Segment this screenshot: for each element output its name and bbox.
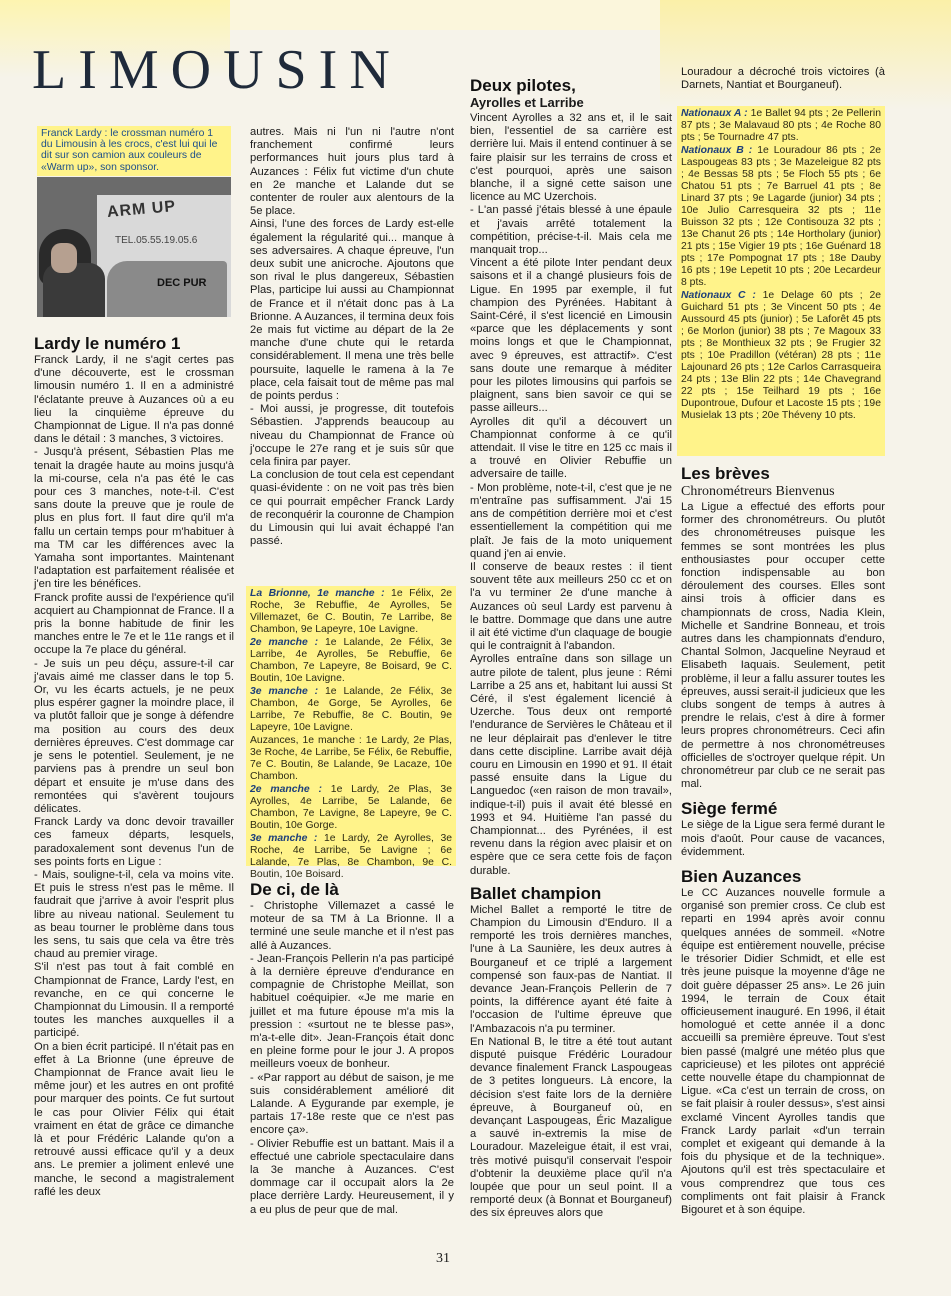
lardy-paragraph: - Jusqu'à présent, Sébastien Plas me tenait la dragée haute au moins jusqu'à la mi-course, cela n'a pas été le cas pour ces 3 manches, note-t-il. C'est sans doute la preuve que je roule de plus en plus fort. Il faut dire qu'il m'a fallu un certain temps pour m'habituer à ma TM car les différences avec la Yamaha sont importantes. Maintenant l'adaptation est parfaitement réalisée et j'en tire les bénéfices. xyxy=(34,446,234,591)
col4-intro: Louradour a décroché trois victoires (à Darnets, Nantiat et Bourganeuf). xyxy=(681,66,885,92)
col2-paragraph: - Moi aussi, je progresse, dit toutefois Sébastien. J'apprends beaucoup au niveau du Championnat de France où j'occupe le 27e rang et je suis sûr que cela finira par payer. xyxy=(250,403,454,469)
rider-photo xyxy=(37,177,231,317)
result-line: Nationaux A : 1e Ballet 94 pts ; 2e Pellerin 87 pts ; 3e Malavaud 80 pts ; 4e Roche 80 pts ; 5e Tournadre 47 pts. xyxy=(681,108,881,143)
column-4-bottom xyxy=(681,462,885,1217)
result-line: Auzances, 1e manche : 1e Lardy, 2e Plas, 3e Roche, 4e Larribe, 5e Félix, 6e Rebuffie, 7e C. Boutin, 8e Lalande, 9e Lacaze, 10e Chambon. xyxy=(250,735,452,782)
pilotes-heading: Deux pilotes, xyxy=(470,76,576,95)
motorbike xyxy=(107,261,227,317)
result-line: 2e manche : 1e Lardy, 2e Plas, 3e Ayrolles, 4e Larribe, 5e Lalande, 6e Chambon, 7e Lavigne, 8e Lapeyre, 9e C. Boutin, 10e Gorge. xyxy=(250,784,452,831)
siege-paragraph: Le siège de la Ligue sera fermé durant le mois d'août. Pour cause de vacances, évidemment. xyxy=(681,819,885,858)
result-line: 3e manche : 1e Lalande, 2e Félix, 3e Chambon, 4e Gorge, 5e Ayrolles, 6e Larribe, 7e Rebuffie, 8e C. Boutin, 9e Lapeyre, 10e Lavigne. xyxy=(250,686,452,733)
pilotes-paragraph: Ayrolles entraîne dans son sillage un autre pilote de talent, plus jeune : Rémi Larribe a 25 ans et, habitant lui aussi St Céré, il s'est également licencié à Uzerche. Tous deux ont remporté l'endurance de Servières le Château et il ne leur déplairait pas d'enlever le titre dans cette discipline. Larribe avait déjà couru en Limousin en 1990 et 91. Il était passé ensuite dans la Ligue du Languedoc («en raison de mon travail», indique-t-il) puis il avait été blessé en 1993 et 94. Huitième l'an passé du Championnat... des Pyrénées, il est revenu dans la région avec plaisir et on espère que ce sera cette fois de façon durable. xyxy=(470,653,672,877)
result-line: Nationaux C : 1e Delage 60 pts ; 2e Guichard 51 pts ; 3e Vincent 50 pts ; 4e Aussourd 45 pts (junior) ; 5e Laforêt 45 pts ; 6e Morlon (junior) 38 pts ; 7e Magoux 33 pts ; 8e Monthieux 32 pts ; 9e Frugier 32 pts ; 10e Pradillon (vétéran) 28 pts ; 11e Lajounard 26 pts ; 12e Carlos Carrasqueira 24 pts ; 13e Blin 22 pts ; 14e Chavegrand 22 pts ; 15e Teilhard 19 pts ; 16e Dupontroue, Dufour et Lacoste 15 pts ; 19e Musielak 13 pts ; 20e Théveny 10 pts. xyxy=(681,290,882,421)
column-4-top xyxy=(681,66,885,92)
result-line: 3e manche : 1e Lardy, 2e Ayrolles, 3e Roche, 4e Larribe, 5e Lavigne ; 6e Lalande, 7e Plas, 8e Chambon, 9e C. Boutin, 10e Boisard. xyxy=(250,833,452,880)
brionne-auzances-results xyxy=(246,586,456,880)
column-1 xyxy=(34,332,234,1199)
rider-face xyxy=(51,243,77,273)
lardy-paragraph: On a bien écrit participé. Il n'était pas en effet à La Brionne (une épreuve de Championnat de France avait lieu le même jour) et les autres en ont profité pour marquer des points. Ce fut surtout le cas pour Olivier Félix qui était vraiment en état de grâce ce dimanche là et pour Frédéric Lalande qu'on a retrouvé aussi efficace qu'il y a deux ans. Le premier a joliment enlevé une manche, le second a magistralement raflé les deux xyxy=(34,1040,234,1198)
ballet-paragraph: En National B, le titre a été tout autant disputé puisque Frédéric Louradour devance finalement Franck Laspougeas de 3 petites longueurs. Là encore, la décision s'est faite lors de la dernière épreuve, à Bourganeuf où, en devançant Laspougeas, Éric Mazaligue a sauvé in-extremis la mise de Louradour. Mazeleigue était, il est vrai, très motivé puisqu'il conservait l'espoir d'obtenir la deuxième place qu'il n'a loupée que pour un seul point. Il a remporté deux (à Bonnat et Bourganeuf) des six épreuves alors que xyxy=(470,1035,672,1220)
van-phone: TEL.05.55.19.05.6 xyxy=(115,235,198,246)
pilotes-paragraph: Ayrolles dit qu'il a découvert un Championnat conforme à ce qu'il attendait. Il vise le titre en 125 cc mais il a trouvé en Olivier Rebuffie un adversaire de taille. xyxy=(470,415,672,481)
rider-body xyxy=(43,263,105,317)
deci-paragraph: - «Par rapport au début de saison, je me suis considérablement amélioré dit Lalande. A Eygurande par exemple, je partais 17-18e reste que ce n'est pas encore ça». xyxy=(250,1071,454,1137)
breves-subheading: Chronométreurs Bienvenus xyxy=(681,484,835,499)
deci-paragraph: - Christophe Villemazet a cassé le moteur de sa TM à La Brionne. Il a terminé une seule manche et il n'est pas allé à Auzances. xyxy=(250,900,454,952)
pilotes-paragraph: Il conserve de beaux restes : il tient souvent tête aux meilleurs 250 cc et on l'a vu terminer 2e d'une manche à Auzances où seul Lardy est parvenu à le battre. Dommage que dans une autre il ait été victime d'un claquage de bougie qui le contraignit à l'abandon. xyxy=(470,560,672,653)
auzances-heading: Bien Auzances xyxy=(681,867,802,887)
pilotes-paragraph: - L'an passé j'étais blessé à une épaule et j'avais arrêté totalement la compétition, précise-t-il. Mais cela me manquait trop... xyxy=(470,204,672,257)
result-line: 2e manche : 1e Lalande, 2e Félix, 3e Larribe, 4e Ayrolles, 5e Rebuffie, 6e Chambon, 7e Lapeyre, 8e Boisard, 9e C. Boutin, 10e Lavigne. xyxy=(250,637,452,684)
yellow-gradient-right xyxy=(660,0,951,110)
breves-heading: Les brèves xyxy=(681,464,770,483)
lardy-paragraph: - Je suis un peu déçu, assure-t-il car j'avais aimé me classer dans le top 5. Or, vu les écarts actuels, je ne peux plus espérer gagner la moindre place, il va plutôt falloir que je songe à défendre ma position au cours des deux dernières épreuves. C'est dommage car je sens le potentiel. Seulement, je ne parviens pas à prendre un seul bon départ et ensuite je m'use dans des remontées qui s'avèrent toujours délicates. xyxy=(34,657,234,815)
section-title: LIMOUSIN xyxy=(32,39,402,101)
deci-paragraph: - Olivier Rebuffie est un battant. Mais il a effectué une cabriole spectaculaire dans la 3e manche à Auzances. C'est dommage car il occupait alors la 2e place derrière Lardy. Heureusement, il y a eu plus de peur que de mal. xyxy=(250,1137,454,1216)
auzances-paragraph: Le CC Auzances nouvelle formule a organisé son premier cross. Ce club est reparti en 1994 après avoir connu quelques années de sommeil. «Notre équipe est entièrement nouvelle, précise le trésorier Didier Schmidt, et elle est très jeune puisque la moyenne d'âge ne doit guère dépasser 25 ans». Le 26 juin 1994, le terrain de Coux était officieusement inauguré. En 1996, il était homologué et cette année il a donc accueilli sa première épreuve. Tout s'est bien passé (malgré une météo plus que capricieuse) et les pilotes ont apprécié cette nouvelle étape du championnat de Ligue. «Ca c'est un terrain de cross, on se fait plaisir à rouler dessus», s'est ainsi exclamé Vincent Ayrolles tandis que Franck Lardy parlait «d'un terrain complet et exigeant qui demande à la fois du physique et de la technique». Ajoutons qu'il est très spectaculaire et vous comprendrez que tous ces compliments ont fait plaisir à Franck Bigouret et à son équipe. xyxy=(681,887,885,1216)
ballet-paragraph: Michel Ballet a remporté le titre de Champion du Limousin d'Enduro. Il a remporté les trois dernières manches, l'une à La Saunière, les deux autres à Bourganeuf et ce triplé a largement compensé son faux-pas de Nantiat. Il devance Jean-François Pellerin de 7 points, la différence ayant été faite à l'occasion de l'ultime épreuve que l'Ambazacois n'a pu terminer. xyxy=(470,903,672,1035)
lardy-paragraph: - Mais, souligne-t-il, cela va moins vite. Et puis le stress n'est pas le même. Il faudrait que j'arrive à avoir l'esprit plus libre au niveau national. Seulement tu as beau tourner le problème dans tous les sens, tu sais que cela va être très chaud au premier virage. xyxy=(34,868,234,961)
deci-heading: De ci, de là xyxy=(250,880,339,899)
van-lettering: ARM UP xyxy=(106,198,177,221)
lardy-heading: Lardy le numéro 1 xyxy=(34,334,181,353)
pilotes-paragraph: Vincent Ayrolles a 32 ans et, il le sait bien, l'essentiel de sa carrière est derrière lui. Mais il entend continuer à se faire plaisir sur les terrains de cross et c'est pourquoi, après une saison blanche, il a signé cette saison une licence au MC Uzerchois. xyxy=(470,112,672,204)
lardy-paragraph: Franck Lardy, il ne s'agit certes pas d'une découverte, est le crossman limousin numéro 1. Il en a administré l'éclatante preuve à Auzances où a eu lieu la cinquième épreuve du Championnat de Ligue. Il n'a pas donné dans le détail : 3 manches, 3 victoires. xyxy=(34,354,234,446)
nationaux-results xyxy=(677,106,885,456)
deci-section xyxy=(250,878,454,1217)
result-line: La Brionne, 1e manche : 1e Félix, 2e Roche, 3e Rebuffie, 4e Ayrolles, 5e Villemazet, 6e C. Boutin, 7e Larribe, 8e Chambon, 9e Lapeyre, 10e Lavigne. xyxy=(250,588,452,635)
ballet-heading: Ballet champion xyxy=(470,883,602,903)
pilotes-paragraph: - Mon problème, note-t-il, c'est que je ne m'entraîne pas suffisamment. J'ai 15 ans de compétition derrière moi et c'est essentiellement la compétition qui me plaît. Je fais de la moto uniquement quand j'en ai envie. xyxy=(470,481,672,560)
page-number: 31 xyxy=(436,1251,450,1266)
col2-paragraph: Ainsi, l'une des forces de Lardy est-elle également la régularité qui... manque à ses adversaires. A chaque épreuve, l'un deux subit une anicroche. Ajoutons que son rival le plus dangereux, Sébastien Plas, participe lui aussi au Championnat de France et il n'était donc pas à La Brionne. A Auzances, il termina deux fois 2e mais fut victime au départ de la 2e manche d'une chute qui le retarda considérablement. Il mena une très belle poursuite, laquelle le ramena à la 7e place, cela faisait tout de même pas mal de points perdus : xyxy=(250,218,454,403)
breves-paragraph: La Ligue a effectué des efforts pour former des chronométreurs. Ou plutôt des chronométreuses puisque les femmes se sont montrées les plus enthousiastes pour occuper cette fonction indispensable au bon déroulement des courses. Elles sont ainsi trois à officier dans es championnats de cross, Nadia Klein, Michelle et Sandrine Bonneau, et trois autres dans les championnats d'enduro, Chantal Solmon, Jacqueline Neyraud et Elisabeth Iaquais. Seulement, petit problème, il leur a fallu assurer toutes les épreuves, aussi serait-il judicieux que les clubs songent de temps à autres à prendre le relais, c'est à dire à former leurs propres chronométreurs. Ceci afin de permettre à nos chronométreuses officielles de s'octroyer quelque répit. Un chronométreur par club ce ne serait pas mal. xyxy=(681,501,885,791)
col2-paragraph: autres. Mais ni l'un ni l'autre n'ont franchement confirmé leurs performances huit jours plus tard à Auzances : Félix fut victime d'un chute en 2e manche et Lalande dut se contenter de rouler aux alentours de la 5e place. xyxy=(250,126,454,218)
lardy-paragraph: S'il n'est pas tout à fait comblé en Championnat de France, Lardy l'est, en revanche, en ce qui concerne le Championnat du Limousin. Il a remporté toutes les manches auxquelles il a participé. xyxy=(34,961,234,1040)
lardy-paragraph: Franck profite aussi de l'expérience qu'il acquiert au Championnat de France. Il a pris la bonne habitude de finir les manches entre le 7e et le 11e rangs et il occupe la 7e place du général. xyxy=(34,591,234,657)
siege-heading: Siège fermé xyxy=(681,799,778,819)
column-3 xyxy=(470,74,672,1221)
bike-lettering: DEC PUR xyxy=(157,277,207,289)
pilotes-subheading: Ayrolles et Larribe xyxy=(470,95,584,110)
col2-paragraph: La conclusion de tout cela est cependant quasi-évidente : on ne voit pas très bien ce qui pourrait empêcher Franck Lardy de reconquérir la couronne de Champion du Limousin qui lui avait échappé l'an passé. xyxy=(250,469,454,548)
pilotes-paragraph: Vincent a été pilote Inter pendant deux saisons et il a changé plusieurs fois de Ligue. En 1995 par exemple, il fut champion des Pyrénées. Habitant à Saint-Céré, il s'est licencié en Limousin «parce que les déplacements y sont moins longs et que le Championnat, avec 9 épreuves, est attractif». C'est sans doute une remarque à méditer pour les pilotes limousins qui parfois se plaignent, sans bien savoir ce qui se passe ailleurs... xyxy=(470,257,672,415)
photo-caption: Franck Lardy : le crossman numéro 1 du Limousin à les crocs, c'est lui qui le dit sur son camion aux couleurs de «Warm up», son sponsor. xyxy=(37,126,231,176)
deci-paragraph: - Jean-François Pellerin n'a pas participé à la dernière épreuve d'endurance en compagnie de Christophe Meillat, son habituel coéquipier. «Je me marie en juillet et ma future épouse m'a mis la pression : «surtout ne te blesse pas», m'a-t-elle dit». Jean-François était donc en pleine forme pour le jour J. A propos meilleurs voeux de bonheur. xyxy=(250,952,454,1071)
result-line: Nationaux B : 1e Louradour 86 pts ; 2e Laspougeas 83 pts ; 3e Mazeleigue 82 pts ; 4e Bessas 58 pts ; 5e Floch 55 pts ; 6e Chatou 51 pts ; 7e Barruel 41 pts ; 8e Linard 37 pts ; 9e Lagarde (junior) 34 pts ; 10e Julio Carresqueira 32 pts ; 11e Buisson 32 pts ; 12e Contisouza 32 pts ; 13e Chanut 26 pts ; 14e Hortholary (junior) 21 pts ; 15e Vigier 19 pts ; 16e Guénard 18 pts ; 17e Pompognat 17 pts ; 18e Dauby 16 pts ; 19e Lepetit 10 pts ; 20e Lecardeur 8 pts. xyxy=(681,145,881,288)
lardy-paragraph: Franck Lardy va donc devoir travailler ces fameux départs, lesquels, paradoxalement sont devenus l'un de ses points forts en Ligue : xyxy=(34,816,234,868)
column-2 xyxy=(250,126,454,549)
